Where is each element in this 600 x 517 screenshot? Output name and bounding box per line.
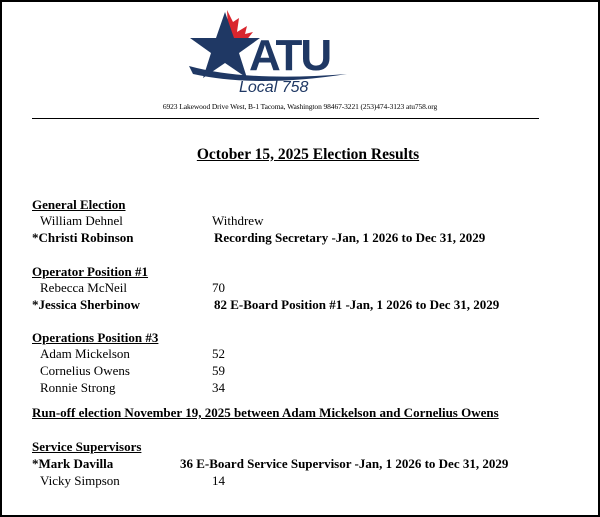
candidate-name: Cornelius Owens: [40, 363, 130, 378]
candidate-result: Withdrew: [212, 213, 264, 228]
svg-text:ATU: ATU: [249, 31, 331, 80]
section-heading-operations-position: Operations Position #3: [32, 330, 159, 345]
candidate-name: Vicky Simpson: [40, 473, 120, 488]
svg-text:Local 758: Local 758: [239, 79, 309, 96]
candidate-name: *Christi Robinson: [32, 230, 134, 245]
section-heading-service-supervisors: Service Supervisors: [32, 439, 142, 454]
candidate-result: 70: [212, 280, 225, 295]
runoff-notice: Run-off election November 19, 2025 between Adam Mickelson and Cornelius Owens: [32, 405, 499, 420]
candidate-name: Ronnie Strong: [40, 380, 116, 395]
candidate-result: 82 E-Board Position #1 -Jan, 1 2026 to Dec 31, 2029: [214, 297, 500, 312]
section-heading-operator-position: Operator Position #1: [32, 264, 149, 279]
candidate-result: Recording Secretary -Jan, 1 2026 to Dec 31, 2029: [214, 230, 486, 245]
candidate-name: *Mark Davilla: [32, 456, 114, 471]
candidate-result: 59: [212, 363, 225, 378]
candidate-name: William Dehnel: [40, 213, 123, 228]
atu-maple-leaf-star-logo: [187, 8, 357, 96]
candidate-result: 14: [212, 473, 225, 488]
candidate-name: Adam Mickelson: [40, 346, 130, 361]
union-address: 6923 Lakewood Drive West, B-1 Tacoma, Washington 98467-3221 (253)474-3123 atu758.org: [162, 102, 438, 111]
candidate-result: 34: [212, 380, 225, 395]
candidate-result: 36 E-Board Service Supervisor -Jan, 1 2026 to Dec 31, 2029: [180, 456, 509, 471]
candidate-name: Rebecca McNeil: [40, 280, 127, 295]
header-divider: [32, 118, 539, 119]
section-heading-general-election: General Election: [32, 197, 126, 212]
candidate-result: 52: [212, 346, 225, 361]
page-title: October 15, 2025 Election Results: [196, 146, 420, 163]
candidate-name: *Jessica Sherbinow: [32, 297, 140, 312]
